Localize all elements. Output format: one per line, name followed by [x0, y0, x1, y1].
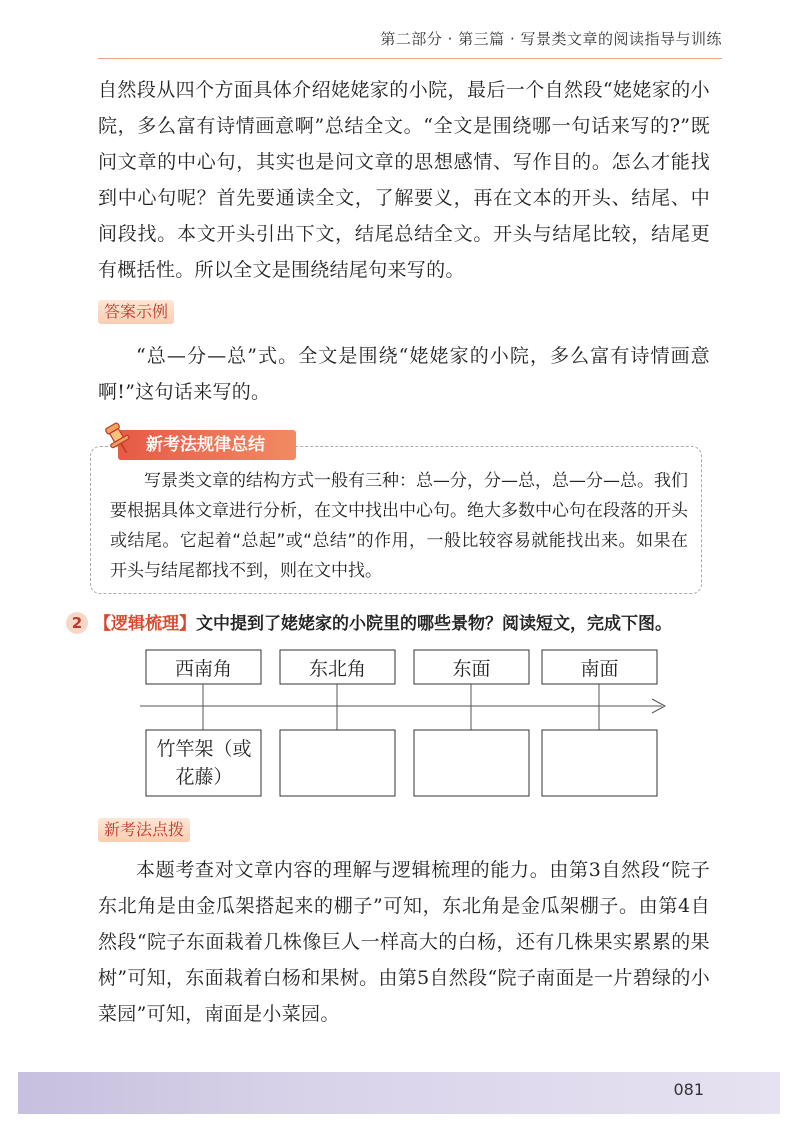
bottom-label-1: 竹竿架（或花藤） — [156, 738, 252, 788]
answer-box-4 — [542, 730, 657, 796]
question-number: 2 — [66, 612, 88, 634]
question-text: 文中提到了姥姥家的小院里的哪些景物？阅读短文，完成下图。 — [196, 614, 672, 634]
answer-box-2 — [280, 730, 395, 796]
hint-paragraph: 本题考查对文章内容的理解与逻辑梳理的能力。由第3自然段“院子东北角是由金瓜架搭起来的棚子”可知，东北角是金瓜架棚子。由第4自然段“院子东面栽着几株像巨人一样高大的白杨，还有几株果实累累的果树”可知，东面栽着白杨和果树。由第5自然段“院子南面是一片碧绿的小菜园”可知，南面是小菜园。 — [98, 859, 710, 1025]
header-rule — [98, 58, 722, 59]
top-label-3: 东面 — [452, 658, 491, 680]
top-label-4: 南面 — [580, 658, 619, 680]
running-header: 第二部分 · 第三篇 · 写景类文章的阅读指导与训练 — [380, 30, 722, 48]
question-tag: 【逻辑梳理】 — [94, 614, 196, 634]
footer-band — [18, 1072, 780, 1114]
analysis-paragraph: 自然段从四个方面具体介绍姥姥家的小院，最后一个自然段“姥姥家的小院，多么富有诗情画意啊”总结全文。“全文是围绕哪一句话来写的?”既问文章的中心句，其实也是问文章的思想感情、写作目的。怎么才能找到中心句呢？首先要通读全文，了解要义，再在文本的开头、结尾、中间段找。本文开头引出下文，结尾总结全文。开头与结尾比较，结尾更有概括性。所以全文是围绕结尾句来写的。 — [98, 79, 710, 281]
top-label-2: 东北角 — [308, 658, 366, 680]
timeline-arrow-head — [652, 699, 665, 713]
pushpin-icon — [98, 418, 138, 458]
answer-label: 答案示例 — [98, 300, 174, 324]
page-number: 081 — [673, 1080, 704, 1099]
top-label-1: 西南角 — [174, 658, 232, 680]
summary-title: 新考法规律总结 — [146, 435, 265, 455]
summary-text: 写景类文章的结构方式一般有三种：总—分，分—总，总—分—总。我们要根据具体文章进行分析，在文中找出中心句。绝大多数中心句在段落的开头或结尾。它起着“总起”或“总结”的作用，一般比较容易就能找出来。如果在开头与结尾都找不到，则在文中找。 — [110, 471, 688, 581]
hint-label: 新考法点拨 — [98, 818, 190, 842]
answer-box-3 — [414, 730, 529, 796]
answer-paragraph: “总—分—总”式。全文是围绕“姥姥家的小院，多么富有诗情画意啊!”这句话来写的。 — [98, 345, 710, 403]
